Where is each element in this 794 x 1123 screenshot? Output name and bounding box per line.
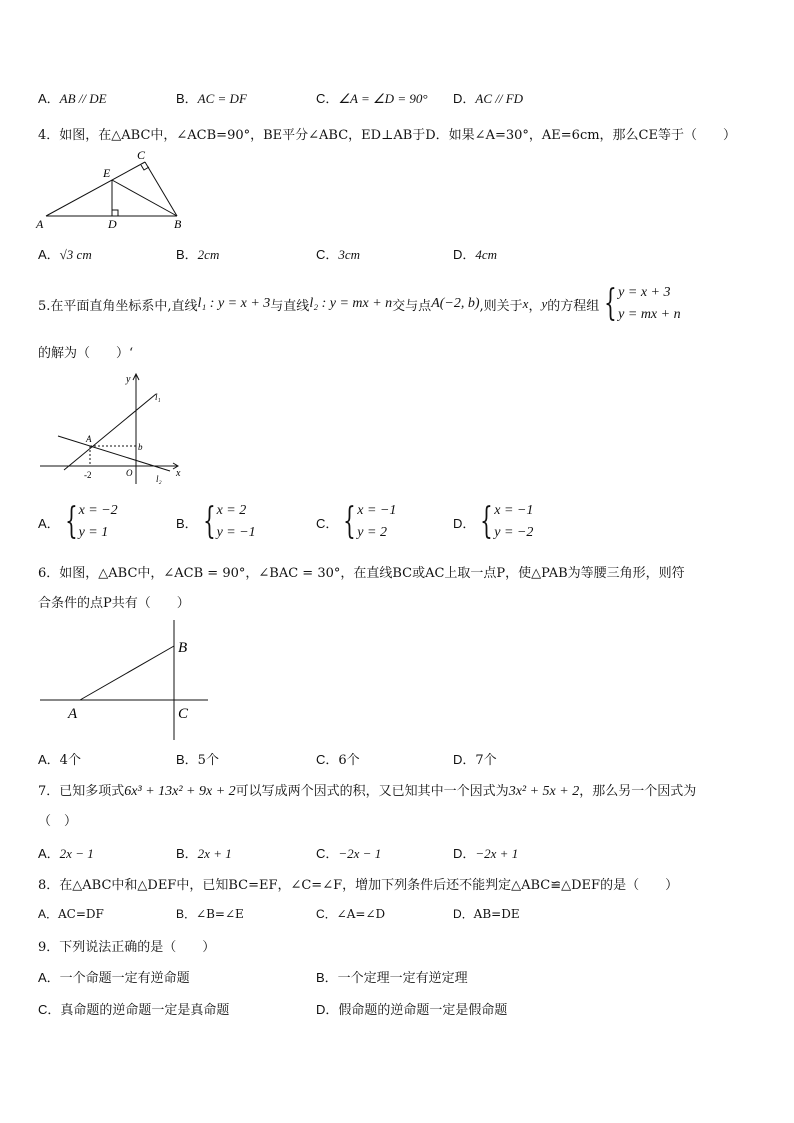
- q5-label-l2: l₂: [156, 474, 162, 484]
- q4-label-b: B: [174, 217, 182, 231]
- q7-stem-line2: （ ）: [38, 814, 78, 829]
- q4-side-ac: [46, 162, 145, 216]
- q6-option-b[interactable]: B．5个: [176, 752, 219, 768]
- q4-right-angle-d: [112, 210, 118, 216]
- q5-label-y: y: [126, 374, 131, 385]
- q9-stem: 9．下列说法正确的是（ ）: [38, 940, 216, 955]
- q4-option-b[interactable]: B．2cm: [176, 247, 220, 262]
- q8-option-a[interactable]: A．AC=DF: [38, 907, 104, 921]
- q5-stem: 5.在平面直角坐标系中,直线 l₁ : y = x + 3 与直线 l₂ : y = mx + n 交与点 A(−2, b) ,则关于 x ， y 的方程组 { y = x + 3 y = mx + n: [38, 283, 681, 324]
- q5-label-origin: O: [126, 468, 133, 478]
- q5-line-l1: [64, 394, 156, 470]
- q6-stem-line1: 6．如图，△ABC中，∠ACB = 90°，∠BAC = 30°，在直线BC或AC上取一点P，使△PAB为等腰三角形，则符: [38, 566, 685, 581]
- q7-option-b[interactable]: B．2x + 1: [176, 846, 232, 861]
- q7-option-c[interactable]: C．−2x − 1: [316, 846, 382, 861]
- q8-option-b[interactable]: B．∠B=∠E: [176, 907, 244, 921]
- q5-figure: [38, 368, 188, 488]
- q6-figure: [38, 618, 218, 742]
- q9-option-a[interactable]: A．一个命题一定有逆命题: [38, 970, 190, 986]
- q5-option-a[interactable]: A． { x = −2 y = 1: [38, 501, 118, 542]
- q4-label-d: D: [108, 217, 117, 231]
- q6-label-a: A: [68, 706, 78, 722]
- brace-glyph: {: [604, 283, 618, 324]
- q5-system: { y = x + 3 y = mx + n: [604, 283, 681, 324]
- q6-option-c[interactable]: C．6个: [316, 752, 360, 768]
- brace-glyph: {: [64, 501, 78, 542]
- q6-side-ab: [80, 646, 174, 700]
- q5-label-b: b: [138, 442, 143, 452]
- q6-label-c: C: [178, 706, 189, 722]
- q5-stem-line2: 的解为（ ）‘: [38, 346, 134, 361]
- q3-option-b[interactable]: B．AC = DF: [176, 91, 247, 106]
- q3-option-d[interactable]: D．AC // FD: [453, 91, 524, 106]
- q5-label-a: A: [86, 434, 92, 444]
- brace-glyph: {: [343, 501, 357, 542]
- q4-option-d[interactable]: D．4cm: [453, 247, 498, 262]
- brace-glyph: {: [480, 501, 494, 542]
- q6-label-b: B: [178, 640, 188, 656]
- q4-side-cb: [145, 162, 177, 216]
- q4-option-a[interactable]: A．√3 cm: [38, 247, 92, 262]
- q6-option-d[interactable]: D．7个: [453, 752, 497, 768]
- q5-label-l1: l₁: [155, 392, 161, 402]
- q7-stem: 7．已知多项式6x³ + 13x² + 9x + 2可以写成两个因式的积，又已知其中一个因式为3x² + 5x + 2，那么另一个因式为: [38, 784, 697, 799]
- brace-glyph: {: [202, 501, 216, 542]
- q5-option-b[interactable]: B． { x = 2 y = −1: [176, 501, 256, 542]
- q4-figure: [34, 148, 194, 232]
- q5-label-x: x: [176, 468, 181, 479]
- q6-option-a[interactable]: A．4个: [38, 752, 81, 768]
- q4-label-a: A: [36, 217, 44, 231]
- q4-label-c: C: [137, 148, 146, 162]
- q7-option-a[interactable]: A．2x − 1: [38, 846, 94, 861]
- q5-option-d[interactable]: D． { x = −1 y = −2: [453, 501, 534, 542]
- q3-option-a[interactable]: A．AB // DE: [38, 91, 107, 106]
- q9-option-d[interactable]: D．假命题的逆命题一定是假命题: [316, 1002, 508, 1018]
- q8-option-c[interactable]: C．∠A=∠D: [316, 907, 386, 921]
- q5-label-neg2: -2: [84, 470, 92, 480]
- q6-stem-line2: 合条件的点P共有（ ）: [38, 596, 190, 611]
- q4-label-e: E: [103, 166, 111, 180]
- q5-option-c[interactable]: C． { x = −1 y = 2: [316, 501, 397, 542]
- q4-option-c[interactable]: C．3cm: [316, 247, 361, 262]
- q9-option-c[interactable]: C．真命题的逆命题一定是真命题: [38, 1002, 230, 1018]
- q4-bisector-be: [112, 180, 177, 216]
- q4-stem: 4．如图，在△ABC中，∠ACB=90°，BE平分∠ABC，ED⊥AB于D．如果∠A=30°，AE=6cm，那么CE等于（ ）: [38, 128, 736, 143]
- q7-option-d[interactable]: D．−2x + 1: [453, 846, 519, 861]
- q8-option-d[interactable]: D．AB=DE: [453, 907, 520, 921]
- q8-stem: 8．在△ABC中和△DEF中，已知BC=EF，∠C=∠F，增加下列条件后还不能判定△ABC≌△DEF的是（ ）: [38, 878, 679, 893]
- q3-option-c[interactable]: C．∠A = ∠D = 90°: [316, 91, 428, 106]
- q9-option-b[interactable]: B．一个定理一定有逆定理: [316, 970, 468, 986]
